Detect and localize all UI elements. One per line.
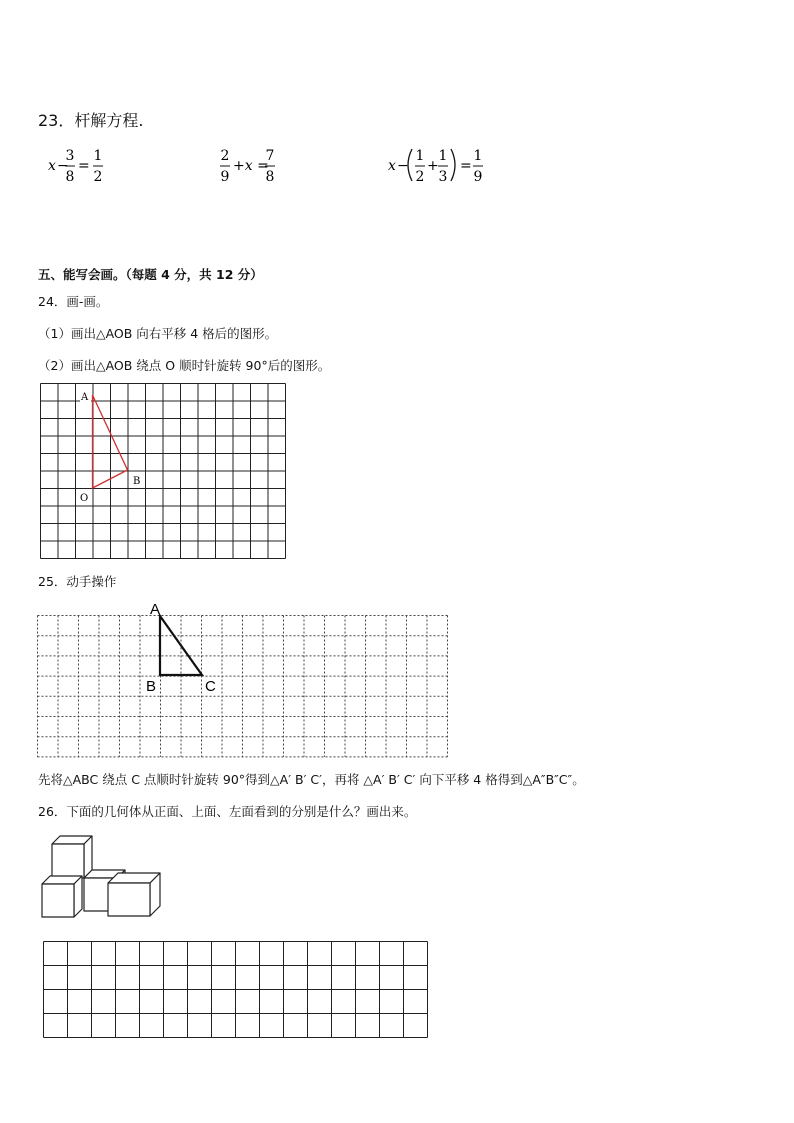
equation-3 [385, 143, 495, 187]
label-a: A [81, 392, 89, 403]
eq3-num2: 1 [438, 148, 448, 164]
top-cube-front [52, 844, 84, 878]
eq3-op: − [397, 158, 409, 174]
eq3-eq: = [460, 158, 472, 174]
left-paren [408, 149, 412, 181]
q25-title: 25．动手操作 [38, 574, 117, 589]
eq3-num1: 1 [415, 148, 425, 164]
eq2-num2: 7 [265, 148, 275, 164]
cube-figure [38, 828, 168, 923]
equation-1 [45, 145, 125, 185]
q25-grid [35, 598, 450, 760]
eq3-den2: 3 [438, 169, 448, 185]
right-cube-front [108, 883, 150, 916]
q26-grid [43, 941, 433, 1042]
eq3-plus: + [427, 158, 439, 174]
q26-title: 26．下面的几何体从正面、上面、左面看到的分别是什么？画出来。 [38, 804, 417, 819]
label-o: O [80, 493, 89, 504]
q23-title: 23．杆解方程. [38, 111, 144, 130]
eq2-den2: 8 [265, 169, 275, 185]
label-a: A [150, 601, 161, 618]
q24-line1: （1）画出△AOB 向右平移 4 格后的图形。 [38, 326, 278, 341]
eq1-eq: = [78, 158, 90, 174]
eq1-den1: 8 [65, 169, 75, 185]
eq1-var: x [48, 158, 56, 174]
section5-title: 五、能写会画。（每题 4 分，共 12 分） [38, 267, 263, 282]
q24-grid [40, 383, 288, 560]
eq3-var: x [388, 158, 396, 174]
label-b: B [146, 678, 157, 695]
eq2-num1: 2 [220, 148, 230, 164]
eq1-op: − [57, 158, 69, 174]
q24-title: 24．画-画。 [38, 294, 109, 309]
right-paren [451, 149, 455, 181]
q25-instruction: 先将△ABC 绕点 C 点顺时针旋转 90°得到△A′ B′ C′，再将 △A′ B′ C′ 向下平移 4 格得到△A″B″C″。 [38, 772, 585, 787]
eq1-den2: 2 [93, 169, 103, 185]
eq1-num2: 1 [93, 148, 103, 164]
label-c: C [205, 678, 216, 695]
eq3-den1: 2 [415, 169, 425, 185]
left-cube-front [42, 884, 74, 917]
eq2-den1: 9 [220, 169, 230, 185]
label-b: B [133, 476, 141, 487]
eq2-op: +x = [233, 158, 269, 174]
eq3-den3: 9 [473, 169, 483, 185]
q24-line2: （2）画出△AOB 绕点 O 顺时针旋转 90°后的图形。 [38, 358, 331, 373]
equation-2 [215, 145, 295, 185]
eq3-num3: 1 [473, 148, 483, 164]
eq1-num1: 3 [65, 148, 75, 164]
